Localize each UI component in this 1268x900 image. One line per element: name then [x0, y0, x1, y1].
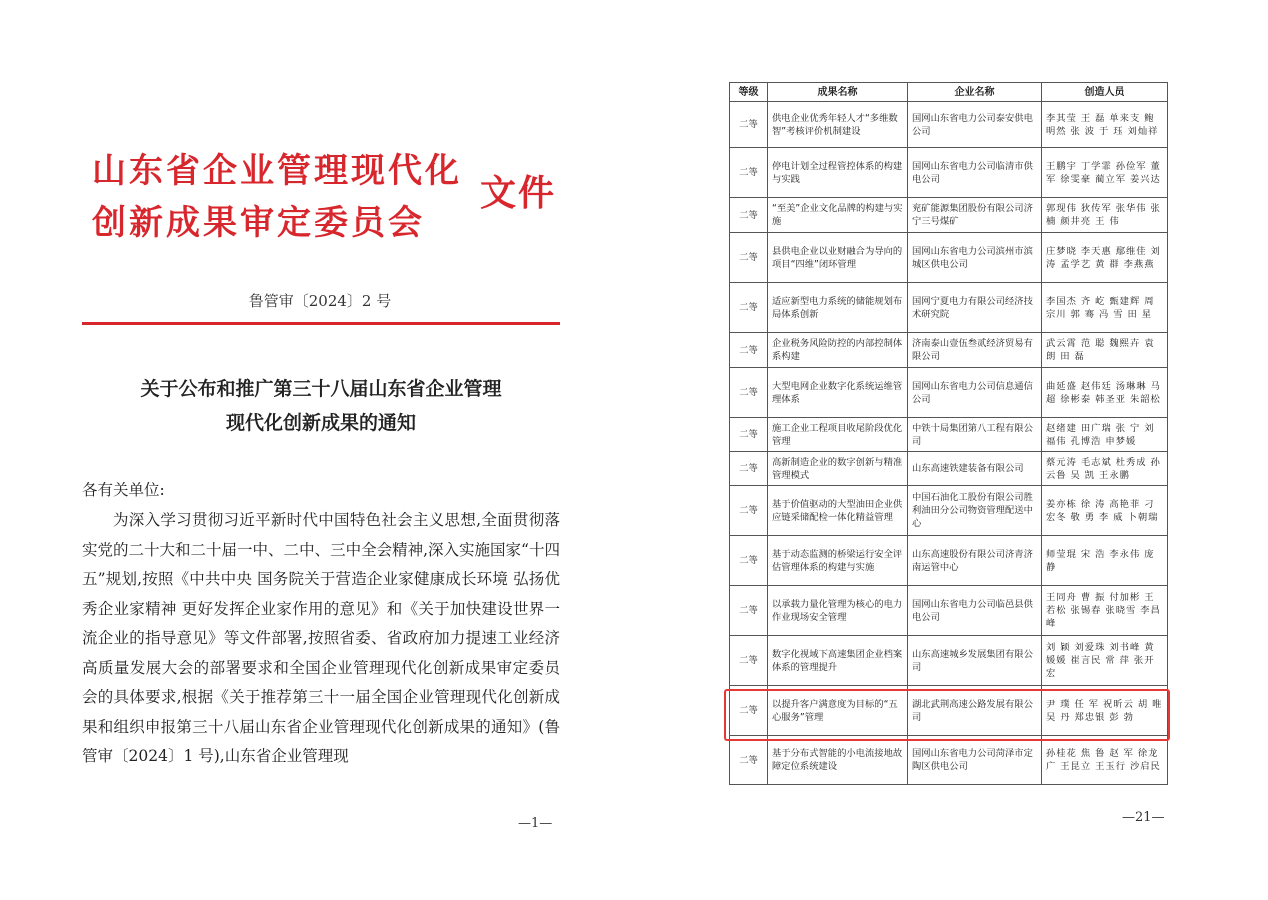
table-row: [730, 736, 1168, 785]
notice-title-line-2: 现代化创新成果的通知: [225, 412, 416, 434]
table-row: [730, 452, 1168, 486]
cell-grade: 二等: [730, 486, 768, 536]
cell-achievement-name: 基于分布式智能的小电流接地故障定位系统建设: [768, 736, 908, 785]
header-creators: 创造人员: [1042, 83, 1168, 102]
cell-achievement-name: 以承载力量化管理为核心的电力作业现场安全管理: [768, 586, 908, 636]
table-row: [730, 333, 1168, 368]
cell-creators: 蔡元涛 毛志斌 杜秀成 孙云鲁 吴 凯 王永鹏: [1042, 452, 1168, 486]
cell-creators: 尹 璞 任 军 祝昕云 胡 唯 吴 丹 郑忠银 彭 勃: [1042, 686, 1168, 736]
body-paragraph: 为深入学习贯彻习近平新时代中国特色社会主义思想,全面贯彻落实党的二十大和二十届一中、二中、三中全会精神,深入实施国家“十四五”规划,按照《中共中央 国务院关于营造企业家健康成长环境 弘扬优秀企业家精神 更好发挥企业家作用的意见》和《关于加快建设世界一流企业的指导意见》等文件部署,按照省委、省政府加力提速工业经济高质量发展大会的部署要求和全国企业管理现代化创新成果审定委员会的具体要求,根据《关于推荐第三十一届全国企业管理现代化创新成果和组织申报第三十八届山东省企业管理现代化创新成果的通知》(鲁管审〔2024〕1 号),山东省企业管理现: [82, 511, 560, 765]
table-row: [730, 368, 1168, 418]
cell-company-name: 国网山东省电力公司信息通信公司: [908, 368, 1042, 418]
cell-grade: 二等: [730, 233, 768, 283]
header-achievement-name: 成果名称: [768, 83, 908, 102]
cell-achievement-name: 数字化视域下高速集团企业档案体系的管理提升: [768, 636, 908, 686]
cell-company-name: 国网山东省电力公司滨州市滨城区供电公司: [908, 233, 1042, 283]
cell-company-name: 国网山东省电力公司菏泽市定陶区供电公司: [908, 736, 1042, 785]
cell-achievement-name: “至美”企业文化品牌的构建与实施: [768, 198, 908, 233]
table-row: [730, 536, 1168, 586]
cell-achievement-name: 施工企业工程项目收尾阶段优化管理: [768, 418, 908, 452]
issuer-line-1: 山东省企业管理现代化: [92, 151, 462, 191]
table-row: [730, 102, 1168, 148]
table-row-highlighted: [730, 686, 1168, 736]
cell-grade: 二等: [730, 586, 768, 636]
table-row: [730, 586, 1168, 636]
cell-company-name: 湖北武荆高速公路发展有限公司: [908, 686, 1042, 736]
table-row: [730, 486, 1168, 536]
cell-creators: 刘 颖 刘爱珠 刘书峰 黄媛媛 崔言民 常 萍 张开宏: [1042, 636, 1168, 686]
cell-company-name: 山东高速城乡发展集团有限公司: [908, 636, 1042, 686]
cell-achievement-name: 县供电企业以业财融合为导向的项目“四维”闭环管理: [768, 233, 908, 283]
cell-creators: 庄梦晓 李天惠 鄢维佳 刘 涛 孟学艺 黄 群 李燕燕: [1042, 233, 1168, 283]
table-header-row: [730, 83, 1168, 102]
cell-achievement-name: 基于动态监测的桥梁运行安全评估管理体系的构建与实施: [768, 536, 908, 586]
cell-company-name: 国网山东省电力公司临邑县供电公司: [908, 586, 1042, 636]
cell-creators: 李国杰 齐 屹 甄建辉 周宗川 郭 骞 冯 雪 田 星: [1042, 283, 1168, 333]
cell-grade: 二等: [730, 452, 768, 486]
page-number-right: —21—: [1122, 810, 1165, 825]
cell-company-name: 山东高速铁建装备有限公司: [908, 452, 1042, 486]
cell-company-name: 国网山东省电力公司临清市供电公司: [908, 148, 1042, 198]
cell-creators: 郭现伟 狄传军 张华伟 张 楠 颜井亮 王 伟: [1042, 198, 1168, 233]
cell-achievement-name: 适应新型电力系统的储能规划布局体系创新: [768, 283, 908, 333]
cell-company-name: 国网山东省电力公司泰安供电公司: [908, 102, 1042, 148]
cell-grade: 二等: [730, 686, 768, 736]
table-row: [730, 198, 1168, 233]
cell-achievement-name: 供电企业优秀年轻人才“多维数智”考核评价机制建设: [768, 102, 908, 148]
cell-company-name: 济南泰山壹伍叁贰经济贸易有限公司: [908, 333, 1042, 368]
cell-achievement-name: 大型电网企业数字化系统运维管理体系: [768, 368, 908, 418]
cell-company-name: 山东高速股份有限公司济青济南运管中心: [908, 536, 1042, 586]
notice-title: [82, 372, 560, 440]
cell-grade: 二等: [730, 283, 768, 333]
table-row: [730, 148, 1168, 198]
red-divider: [82, 322, 560, 325]
issuer-suffix: 文件: [480, 172, 557, 214]
table-row: [730, 283, 1168, 333]
cell-company-name: 中国石油化工股份有限公司胜利油田分公司物资管理配送中心: [908, 486, 1042, 536]
issuer-header: [92, 145, 557, 249]
table-row: [730, 418, 1168, 452]
cell-company-name: 中铁十局集团第八工程有限公司: [908, 418, 1042, 452]
cell-achievement-name: 企业税务风险防控的内部控制体系构建: [768, 333, 908, 368]
cell-grade: 二等: [730, 102, 768, 148]
award-table: [729, 82, 1168, 785]
cell-grade: 二等: [730, 368, 768, 418]
cell-grade: 二等: [730, 198, 768, 233]
page-number-left: —1—: [518, 816, 553, 831]
cell-achievement-name: 基于价值驱动的大型油田企业供应链采储配检一体化精益管理: [768, 486, 908, 536]
cell-achievement-name: 高新制造企业的数字创新与精准管理模式: [768, 452, 908, 486]
cell-company-name: 国网宁夏电力有限公司经济技术研究院: [908, 283, 1042, 333]
cell-grade: 二等: [730, 148, 768, 198]
header-grade: 等级: [730, 83, 768, 102]
cell-grade: 二等: [730, 333, 768, 368]
header-company-name: 企业名称: [908, 83, 1042, 102]
table-row: [730, 233, 1168, 283]
cell-company-name: 兖矿能源集团股份有限公司济宁三号煤矿: [908, 198, 1042, 233]
cell-grade: 二等: [730, 736, 768, 785]
table-row: [730, 636, 1168, 686]
cell-grade: 二等: [730, 536, 768, 586]
cell-creators: 王同舟 曹 振 付加彬 王若松 张锡春 张晓雪 李昌峰: [1042, 586, 1168, 636]
cell-achievement-name: 停电计划全过程管控体系的构建与实践: [768, 148, 908, 198]
cell-creators: 孙桂花 焦 鲁 赵 军 徐龙广 王昆立 王玉行 沙启民: [1042, 736, 1168, 785]
cell-creators: 王鹏宇 丁学霏 孙俭军 董 军 徐雯豪 蔺立军 姜兴达: [1042, 148, 1168, 198]
cell-achievement-name: 以提升客户满意度为目标的“五心服务”管理: [768, 686, 908, 736]
salutation: 各有关单位:: [82, 481, 165, 499]
notice-title-line-1: 关于公布和推广第三十八届山东省企业管理: [140, 378, 502, 400]
cell-creators: 赵绪建 田广瑞 张 宁 刘福伟 孔博浩 申梦媛: [1042, 418, 1168, 452]
cell-creators: 李其莹 王 磊 单来支 鲍明然 张 波 于 珏 刘灿祥: [1042, 102, 1168, 148]
cell-grade: 二等: [730, 636, 768, 686]
cell-creators: 曲延盛 赵伟廷 汤琳琳 马 超 徐彬泰 韩圣亚 朱韶松: [1042, 368, 1168, 418]
cell-grade: 二等: [730, 418, 768, 452]
cell-creators: 姜亦栋 徐 涛 高艳菲 刁宏冬 敬 勇 李 威 卜朝瑞: [1042, 486, 1168, 536]
cell-creators: 师莹琨 宋 浩 李永伟 庞 静: [1042, 536, 1168, 586]
cell-creators: 武云霄 范 聪 魏熙卉 袁 朗 田 磊: [1042, 333, 1168, 368]
document-number: 鲁管审〔2024〕2 号: [248, 292, 392, 310]
issuer-line-2: 创新成果审定委员会: [92, 203, 425, 243]
